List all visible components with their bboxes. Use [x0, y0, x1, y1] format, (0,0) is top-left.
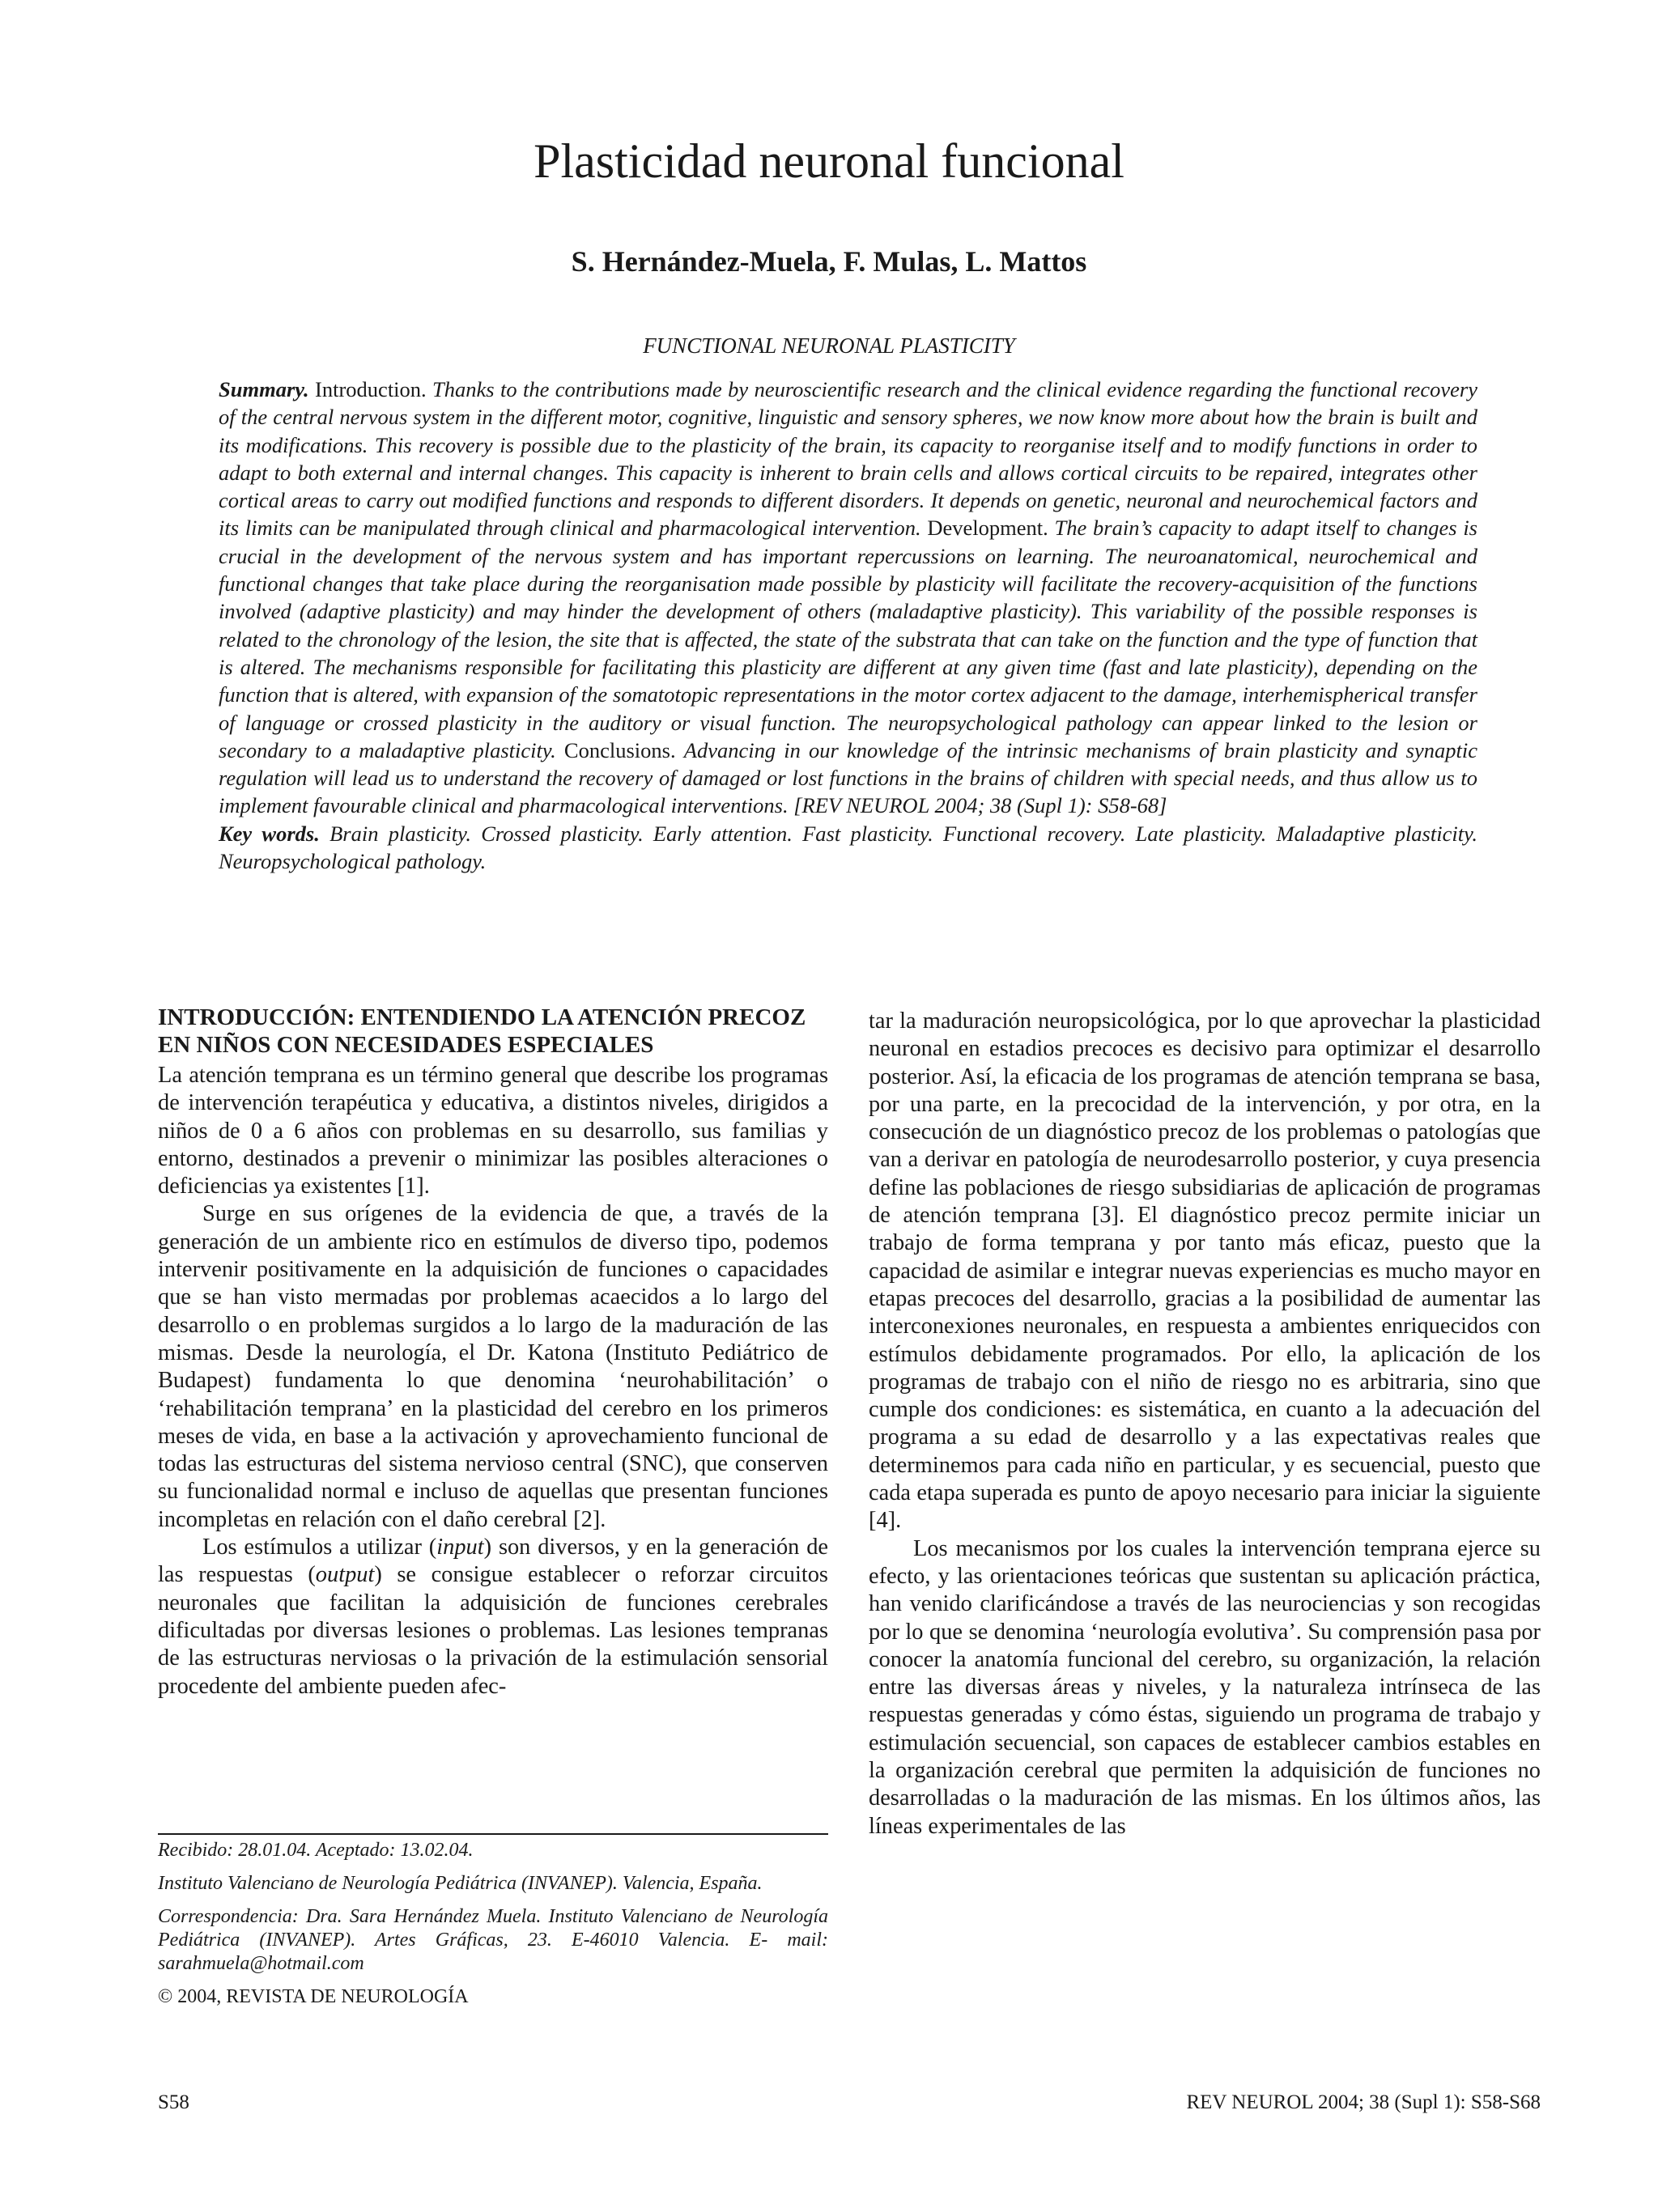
paragraph: La atención temprana es un término general que describe los programas de intervención terapéutica y educativa, a distintos niveles, dirigidos a niños de 0 a 6 años con problemas en su desarrollo, sus familias y entorno, destinados a prevenir o minimizar las posibles alteraciones o deficiencias ya existentes [1].: [158, 1063, 828, 1199]
development-label: Development.: [920, 516, 1055, 541]
conclusions-label: Conclusions.: [555, 737, 684, 762]
english-title: FUNCTIONAL NEURONAL PLASTICITY: [643, 333, 1015, 358]
author-list: S. Hernández-Muela, F. Mulas, L. Mattos: [571, 245, 1087, 278]
abstract: [219, 376, 1477, 875]
term-output: output: [315, 1562, 375, 1588]
keywords-label: Key words.: [219, 821, 320, 846]
footnote-divider: [158, 1833, 828, 1835]
paragraph: Los mecanismos por los cuales la intervención temprana ejerce su efecto, y las orientaciones teóricas que sustentan su aplicación práctica, han venido clarificándose a través de las neurociencias y son recogidas por lo que se denomina ‘neurología evolutiva’. Su comprensión pasa por conocer la anatomía funcional del cerebro, su organización, la relación entre las diversas áreas y niveles, y la naturaleza intrínseca de las respuestas generadas y cómo éstas, siguiendo un programa de trabajo y estimulación secuencial, son capaces de establecer cambios estables en la organización cerebral que permiten la adquisición de funciones no desarrolladas o la maduración de las mismas. En los últimos años, las líneas experimentales de las: [869, 1535, 1541, 1839]
right-column: [869, 1008, 1541, 1841]
journal-citation: REV NEUROL 2004; 38 (Supl 1): S58-S68: [1186, 2091, 1541, 2113]
paragraph: Surge en sus orígenes de la evidencia de que, a través de la generación de un ambiente rico en estímulos de diverso tipo, podemos intervenir positivamente en la adquisición de funciones o capacidades que se han visto mermadas por problemas acaecidos a lo largo del desarrollo o en problemas surgidos a lo largo de la maduración de las mismas. Desde la neurología, el Dr. Katona (Instituto Pediátrico de Budapest) fundamenta lo que denomina ‘neurohabilitación’ o ‘rehabilitación temprana’ en la plasticidad del cerebro en los primeros meses de vida, en base a la activación y aprovechamiento funcional de todas las estructuras del sistema nervioso central (SNC), que conserven su funcionalidad normal e incluso de aquellas que presentan funciones incompletas en relación con el daño cerebral [2].: [158, 1201, 828, 1532]
correspondence: Correspondencia: Dra. Sara Hernández Muela. Instituto Valenciano de Neurología Pediátrica (INVANEP). Artes Gráficas, 23. E-46010 Valencia. E- mail: sarahmuela@hotmail.com: [158, 1906, 828, 1974]
term-input: input: [436, 1535, 484, 1560]
paragraph: [158, 1534, 828, 1700]
text-run: Los estímulos a utilizar (: [202, 1535, 437, 1560]
left-column: [158, 1004, 828, 1700]
institution: Instituto Valenciano de Neurología Pediátrica (INVANEP). Valencia, España.: [158, 1873, 763, 1894]
intro-label: Introduction.: [308, 377, 433, 401]
keywords-text: Brain plasticity. Crossed plasticity. Early attention. Fast plasticity. Functional recovery. Late plasticity. Maladaptive plasticity. Neuropsychological pathology.: [219, 821, 1478, 874]
text-run: ) se consigue establecer o reforzar circuitos neuronales que facilitan la adquisición de funciones cerebrales dificultadas por diversas lesiones o problemas. Las lesiones tempranas de las estructuras nerviosas o la privación de la estimulación sensorial procedente del ambiente pueden afec-: [158, 1562, 828, 1699]
abstract-summary: [219, 376, 1477, 820]
page-number: S58: [158, 2091, 189, 2113]
article-title: Plasticidad neuronal funcional: [534, 134, 1124, 188]
conclusions-text: Advancing in our knowledge of the intrinsic mechanisms of brain plasticity and synaptic regulation will lead us to understand the recovery of damaged or lost functions in the brains of children with special needs, and thus allow us to implement favourable clinical and pharmacological interventions. [REV NEUROL 2004; 38 (Supl 1): S58-68]: [219, 737, 1477, 818]
section-heading: INTRODUCCIÓN: ENTENDIENDO LA ATENCIÓN PRECOZ EN NIÑOS CON NECESIDADES ESPECIALES: [158, 1004, 806, 1058]
footnotes: [158, 1839, 828, 2019]
received-date: Recibido: 28.01.04. Aceptado: 13.02.04.: [158, 1840, 474, 1861]
intro-text: Thanks to the contributions made by neuroscientific research and the clinical evidence regarding the functional recovery of the central nervous system in the different motor, cognitive, linguistic and sensory spheres, we now know more about how the brain is built and its modifications. This recovery is possible due to the plasticity of the brain, its capacity to reorganise itself and to modify functions in order to adapt to both external and internal changes. This capacity is inherent to brain cells and allows cortical circuits to be repaired, integrates other cortical areas to carry out modified functions and responds to different disorders. It depends on genetic, neuronal and neurochemical factors and its limits can be manipulated through clinical and pharmacological intervention.: [219, 377, 1478, 541]
development-text: The brain’s capacity to adapt itself to changes is crucial in the development of the nervous system and has important repercussions on learning. The neuroanatomical, neurochemical and functional changes that take place during the reorganisation made possible by plasticity will facilitate the recovery-acquisition of the functions involved (adaptive plasticity) and may hinder the development of others (maladaptive plasticity). This variability of the possible responses is related to the chronology of the lesion, the site that is affected, the state of the substrata that can take on the function and the type of function that is altered. The mechanisms responsible for facilitating this plasticity are different at any given time (fast and late plasticity), depending on the function that is altered, with expansion of the somatotopic representations in the motor cortex adjacent to the damage, interhemispherical transfer of language or crossed plasticity in the auditory or visual function. The neuropsychological pathology can appear linked to the lesion or secondary to a maladaptive plasticity.: [219, 516, 1477, 762]
summary-label: Summary.: [219, 377, 309, 401]
abstract-keywords: [219, 820, 1477, 876]
copyright: © 2004, REVISTA DE NEUROLOGÍA: [158, 1986, 469, 2007]
text-run: ) son diversos, y en la generación de las respuestas (: [158, 1535, 828, 1588]
paragraph: tar la maduración neuropsicológica, por lo que aprovechar la plasticidad neuronal en estadios precoces es decisivo para optimizar el desarrollo posterior. Así, la eficacia de los programas de atención temprana se basa, por una parte, en la precocidad de la intervención, y por otra, en la consecución de un diagnóstico precoz de los problemas o patologías que van a derivar en patología de neurodesarrollo posterior, y cuya presencia define las poblaciones de riesgo subsidiarias de aplicación de programas de atención temprana [3]. El diagnóstico precoz permite iniciar un trabajo de forma temprana y por tanto más eficaz, puesto que la capacidad de asimilar e integrar nuevas experiencias es mucho mayor en etapas precoces del desarrollo, gracias a la posibilidad de aumentar las interconexiones neuronales, en respuesta a ambientes enriquecidos con estímulos debidamente programados. Por ello, la aplicación de los programas de trabajo con el niño de riesgo no es arbitraria, sino que cumple dos condiciones: es sistemática, en cuanto a la adecuación del programa a su edad de desarrollo y a las expectativas reales que determinemos para cada niño en particular, y es secuencial, puesto que cada etapa superada es punto de apoyo necesario para iniciar la siguiente [4].: [869, 1008, 1541, 1534]
